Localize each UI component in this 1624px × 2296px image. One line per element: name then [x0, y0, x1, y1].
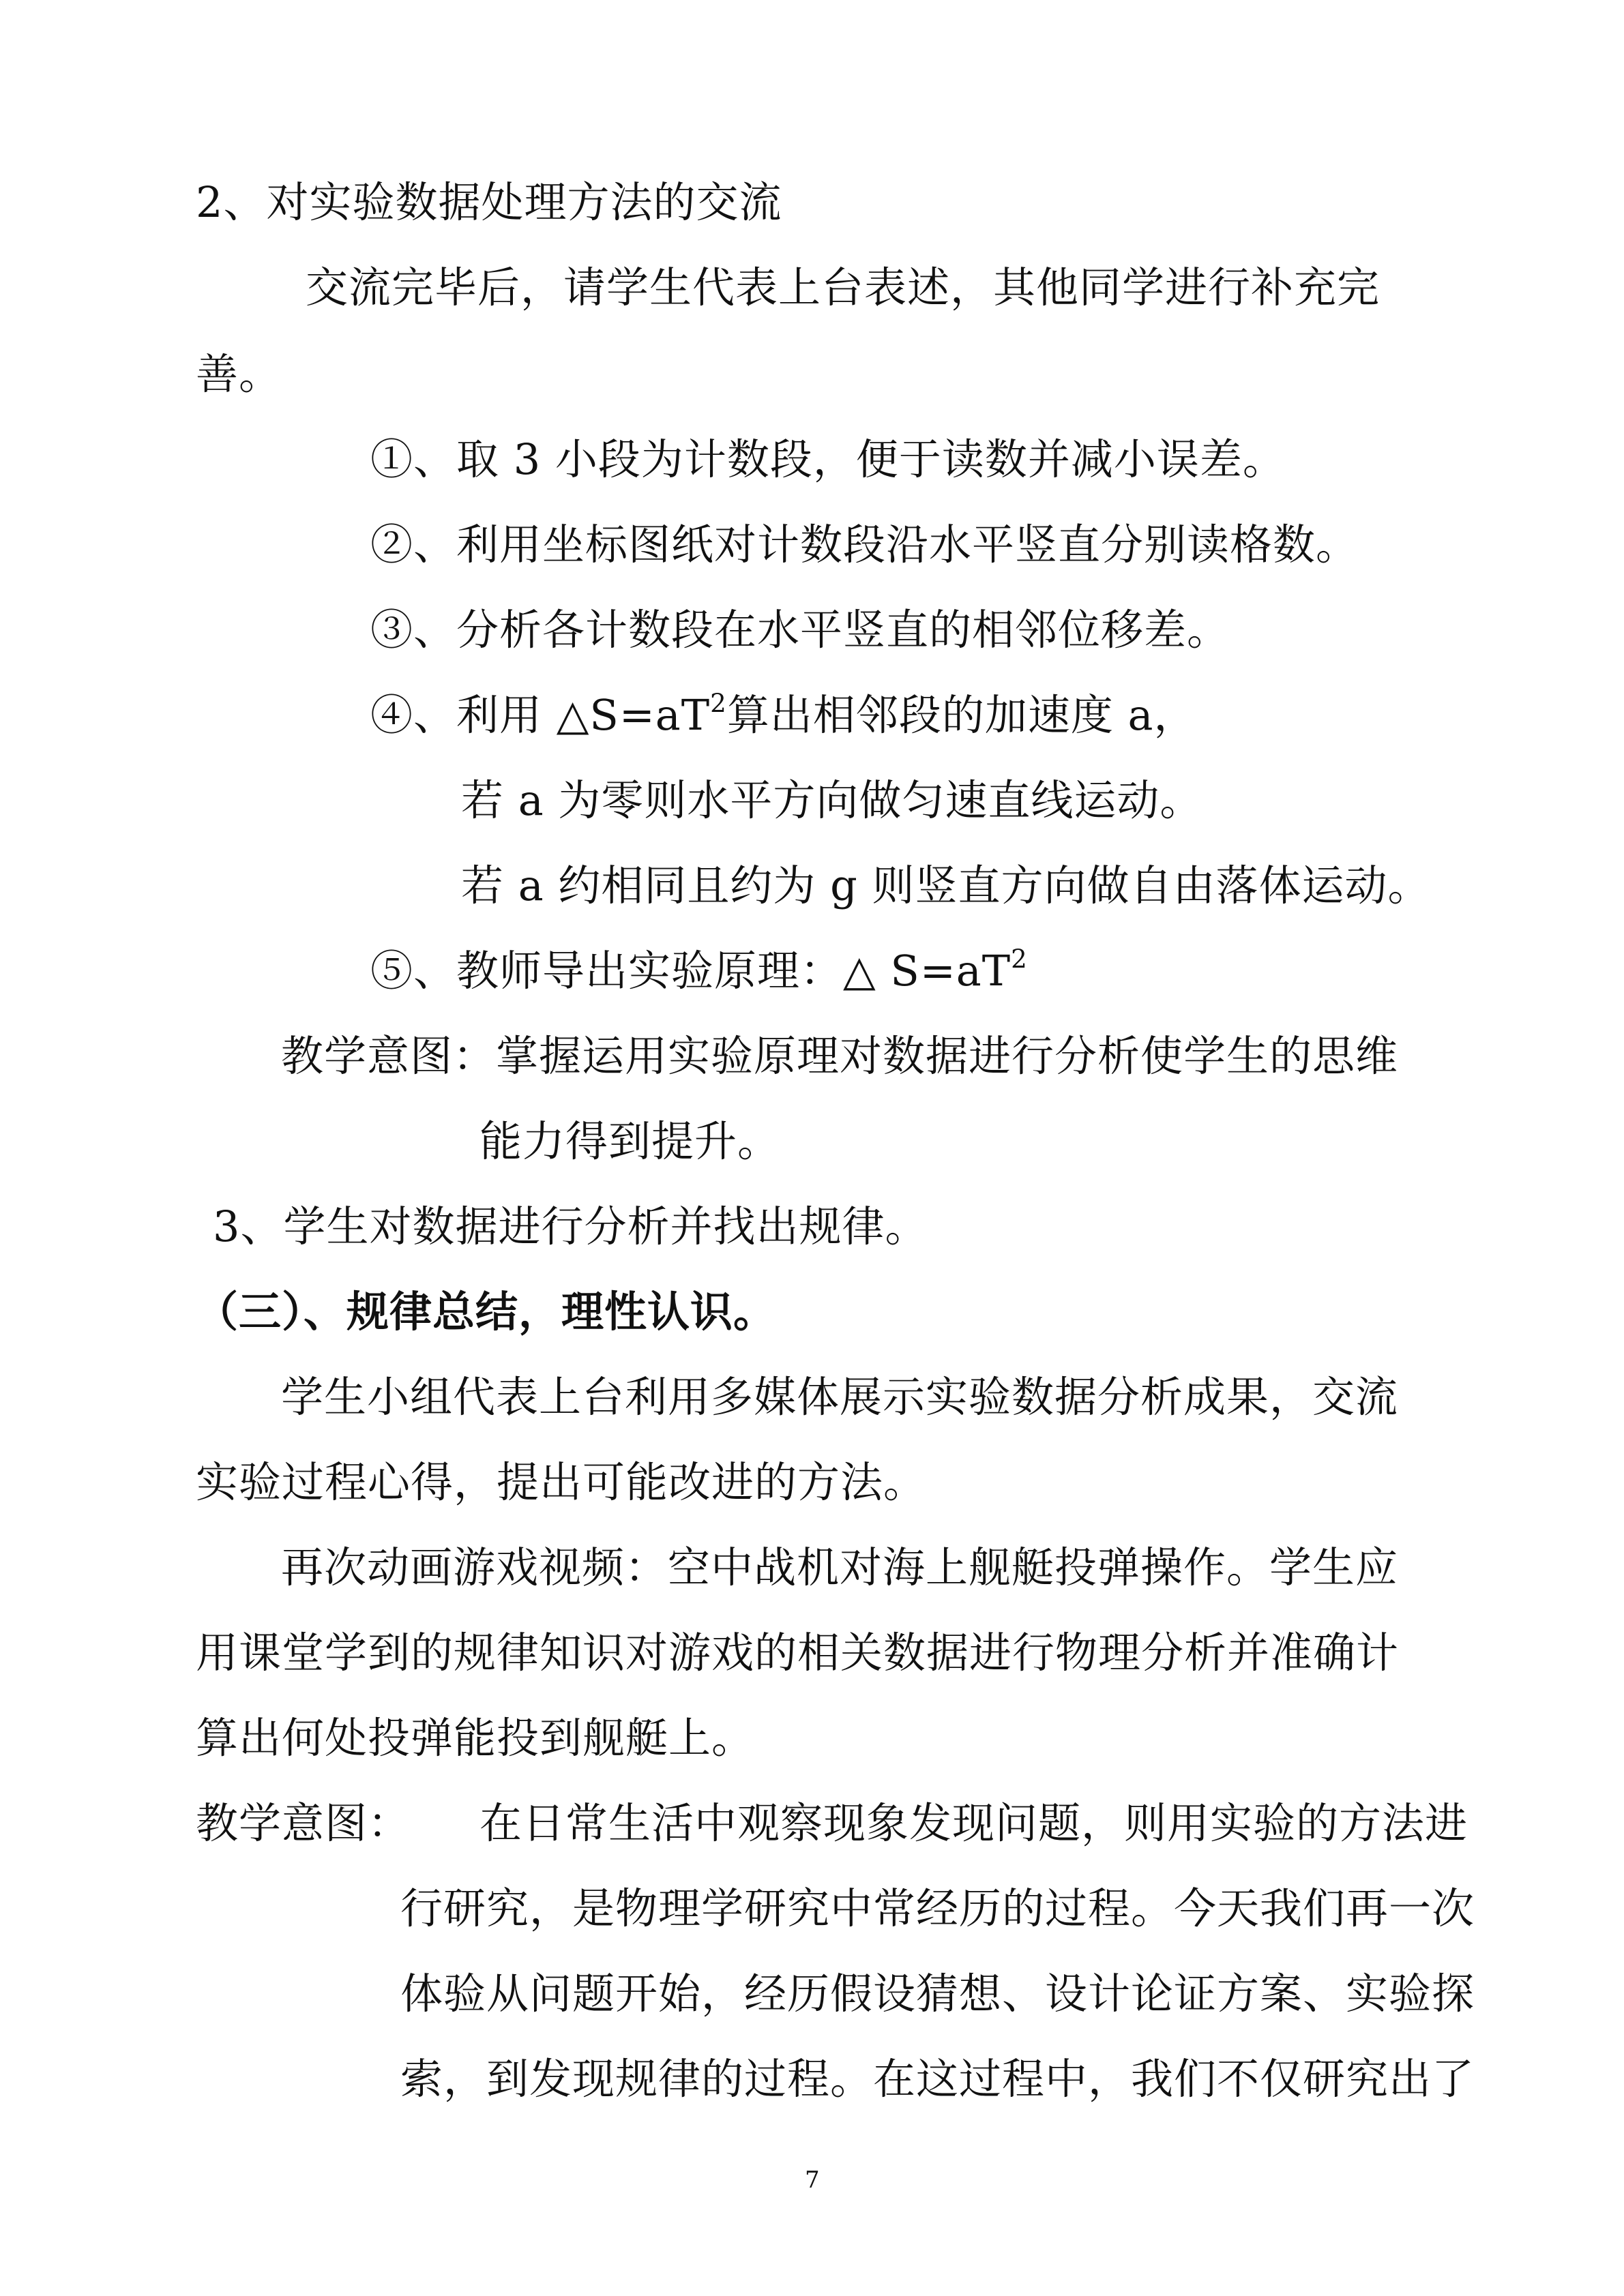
step-4-suffix: 算出相邻段的加速度 a，	[726, 690, 1197, 740]
part3-intent-label: 教学意图：	[196, 1798, 411, 1848]
section2-intro-line2: 善。	[196, 349, 282, 399]
step-3: ③、分析各计数段在水平竖直的相邻位移差。	[370, 605, 1230, 655]
step-2: ②、利用坐标图纸对计数段沿水平竖直分别读格数。	[370, 520, 1359, 569]
part3-para2-line3: 算出何处投弹能投到舰艇上。	[196, 1713, 755, 1763]
section2-intent-line2: 能力得到提升。	[479, 1116, 781, 1166]
part3-intent-line2: 行研究，是物理学研究中常经历的过程。今天我们再一次	[400, 1883, 1475, 1933]
step-4-line2: 若 a 为零则水平方向做匀速直线运动。	[461, 775, 1203, 825]
step-4-prefix: ④、利用 △S=aT	[370, 690, 711, 740]
step-5	[370, 943, 1028, 996]
step-5-exponent: 2	[1011, 943, 1028, 974]
part3-intent-line1: 在日常生活中观察现象发现问题，则用实验的方法进	[479, 1798, 1468, 1848]
section2-intro-line1: 交流完毕后，请学生代表上台表述，其他同学进行补充完	[306, 263, 1381, 312]
step-4-line3: 若 a 约相同且约为 g 则竖直方向做自由落体运动。	[461, 861, 1431, 910]
step-4	[370, 687, 1197, 740]
part3-para1-line2: 实验过程心得，提出可能改进的方法。	[196, 1457, 927, 1507]
part3-intent-line4: 索，到发现规律的过程。在这过程中，我们不仅研究出了	[400, 2054, 1475, 2104]
part3-intent-line3: 体验从问题开始，经历假设猜想、设计论证方案、实验探	[400, 1969, 1475, 2018]
section2-intent-line1: 教学意图：掌握运用实验原理对数据进行分析使学生的思维	[281, 1031, 1399, 1081]
step-4-exponent: 2	[710, 687, 727, 718]
section3-heading: 3、学生对数据进行分析并找出规律。	[213, 1202, 928, 1251]
part3-heading: （三）、规律总结，理性认识。	[196, 1287, 777, 1337]
page-number: 7	[805, 2166, 820, 2194]
step-1: ①、取 3 小段为计数段，便于读数并减小误差。	[370, 434, 1286, 484]
section2-heading: 2、对实验数据处理方法的交流	[196, 177, 782, 227]
part3-para1-line1: 学生小组代表上台利用多媒体展示实验数据分析成果，交流	[281, 1372, 1399, 1422]
step-5-prefix: ⑤、教师导出实验原理：△ S=aT	[370, 946, 1012, 996]
part3-para2-line1: 再次动画游戏视频：空中战机对海上舰艇投弹操作。学生应	[281, 1542, 1399, 1592]
part3-para2-line2: 用课堂学到的规律知识对游戏的相关数据进行物理分析并准确计	[196, 1628, 1400, 1678]
